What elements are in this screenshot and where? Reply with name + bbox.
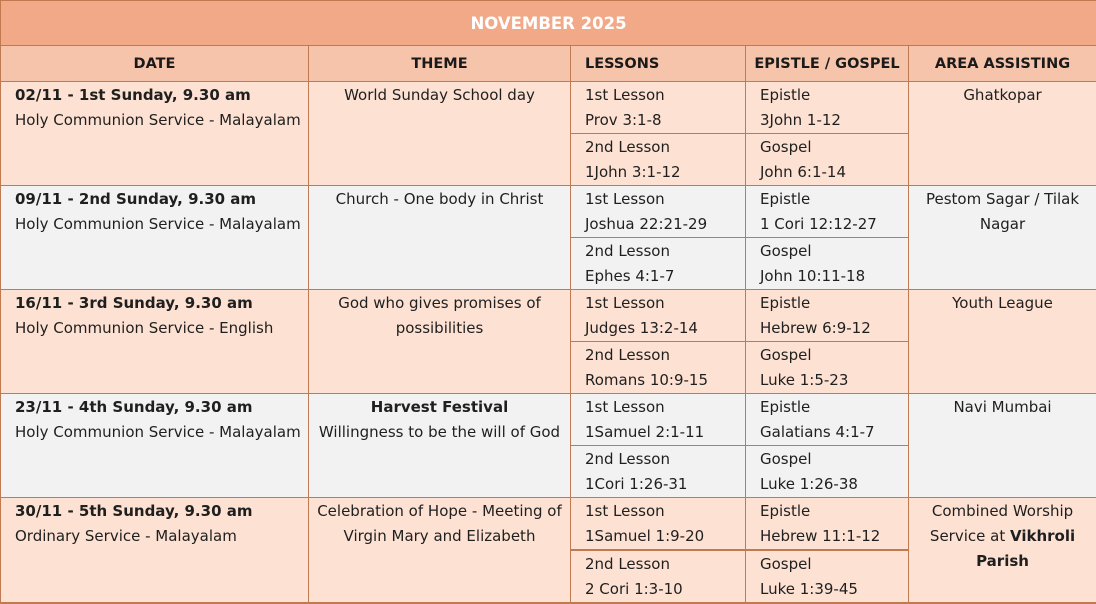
table-body xyxy=(1,82,1096,604)
epistle-ref: Hebrew 6:9-12 xyxy=(760,316,904,341)
epistle-cell xyxy=(746,186,909,238)
gospel-cell xyxy=(746,238,909,290)
theme-text: God who gives promises of possibilities xyxy=(313,291,566,341)
area-cell xyxy=(909,394,1096,498)
area-text: Ghatkopar xyxy=(963,86,1041,104)
gospel-label: Gospel xyxy=(760,343,904,368)
theme-cell xyxy=(309,290,571,394)
gospel-ref: John 10:11-18 xyxy=(760,264,904,289)
epistle-ref: Hebrew 11:1-12 xyxy=(760,524,904,549)
theme-cell xyxy=(309,82,571,186)
lesson-1-ref: 1Samuel 1:9-20 xyxy=(585,524,741,549)
lesson-2-cell xyxy=(571,342,746,394)
date-line: 02/11 - 1st Sunday, 9.30 am xyxy=(15,83,304,108)
service-type: Holy Communion Service - Malayalam xyxy=(15,108,304,133)
area-cell xyxy=(909,498,1096,604)
theme-text: World Sunday School day xyxy=(313,83,566,108)
lesson-1-cell xyxy=(571,290,746,342)
date-cell xyxy=(1,186,309,290)
lesson-2-label: 2nd Lesson xyxy=(585,239,741,264)
table-title: NOVEMBER 2025 xyxy=(1,1,1096,46)
area-text: Navi Mumbai xyxy=(953,398,1051,416)
theme-cell xyxy=(309,186,571,290)
lesson-2-label: 2nd Lesson xyxy=(585,447,741,472)
theme-highlight: Harvest Festival xyxy=(313,395,566,420)
lesson-1-label: 1st Lesson xyxy=(585,291,741,316)
lesson-2-ref: 2 Cori 1:3-10 xyxy=(585,577,741,602)
gospel-cell xyxy=(746,550,909,603)
lesson-1-ref: Joshua 22:21-29 xyxy=(585,212,741,237)
theme-cell xyxy=(309,498,571,604)
gospel-label: Gospel xyxy=(760,239,904,264)
lesson-1-cell xyxy=(571,82,746,134)
area-text: Pestom Sagar / Tilak Nagar xyxy=(926,190,1079,233)
theme-text: Willingness to be the will of God xyxy=(313,420,566,445)
table-row xyxy=(1,394,1096,446)
lesson-1-label: 1st Lesson xyxy=(585,499,741,524)
gospel-label: Gospel xyxy=(760,135,904,160)
epistle-ref: Galatians 4:1-7 xyxy=(760,420,904,445)
epistle-cell xyxy=(746,394,909,446)
area-highlight: Vikhroli Parish xyxy=(976,527,1075,570)
area-cell xyxy=(909,186,1096,290)
table-row xyxy=(1,82,1096,134)
gospel-ref: John 6:1-14 xyxy=(760,160,904,185)
theme-text: Celebration of Hope - Meeting of Virgin Mary and Elizabeth xyxy=(313,499,566,549)
epistle-label: Epistle xyxy=(760,291,904,316)
area-cell xyxy=(909,82,1096,186)
lesson-2-ref: 1John 3:1-12 xyxy=(585,160,741,185)
lesson-2-ref: Ephes 4:1-7 xyxy=(585,264,741,289)
date-cell xyxy=(1,498,309,604)
lesson-1-label: 1st Lesson xyxy=(585,395,741,420)
theme-cell xyxy=(309,394,571,498)
epistle-label: Epistle xyxy=(760,83,904,108)
theme-text: Church - One body in Christ xyxy=(313,187,566,212)
service-type: Ordinary Service - Malayalam xyxy=(15,524,304,549)
epistle-label: Epistle xyxy=(760,395,904,420)
date-line: 23/11 - 4th Sunday, 9.30 am xyxy=(15,395,304,420)
lesson-2-label: 2nd Lesson xyxy=(585,343,741,368)
epistle-ref: 3John 1-12 xyxy=(760,108,904,133)
gospel-label: Gospel xyxy=(760,447,904,472)
epistle-cell xyxy=(746,498,909,551)
gospel-cell xyxy=(746,342,909,394)
date-line: 09/11 - 2nd Sunday, 9.30 am xyxy=(15,187,304,212)
epistle-cell xyxy=(746,290,909,342)
epistle-label: Epistle xyxy=(760,187,904,212)
lesson-1-ref: 1Samuel 2:1-11 xyxy=(585,420,741,445)
lesson-1-cell xyxy=(571,498,746,551)
lesson-2-label: 2nd Lesson xyxy=(585,135,741,160)
gospel-ref: Luke 1:5-23 xyxy=(760,368,904,393)
table-row xyxy=(1,290,1096,342)
gospel-label: Gospel xyxy=(760,552,904,577)
lesson-2-cell xyxy=(571,238,746,290)
header-lessons: LESSONS xyxy=(571,46,746,82)
date-line: 16/11 - 3rd Sunday, 9.30 am xyxy=(15,291,304,316)
lesson-1-ref: Prov 3:1-8 xyxy=(585,108,741,133)
date-cell xyxy=(1,290,309,394)
gospel-cell xyxy=(746,134,909,186)
lesson-1-label: 1st Lesson xyxy=(585,83,741,108)
epistle-cell xyxy=(746,82,909,134)
lesson-1-ref: Judges 13:2-14 xyxy=(585,316,741,341)
lesson-2-cell xyxy=(571,550,746,603)
service-type: Holy Communion Service - Malayalam xyxy=(15,212,304,237)
gospel-cell xyxy=(746,446,909,498)
service-type: Holy Communion Service - English xyxy=(15,316,304,341)
lesson-1-label: 1st Lesson xyxy=(585,187,741,212)
header-theme: THEME xyxy=(309,46,571,82)
date-cell xyxy=(1,394,309,498)
lesson-2-ref: 1Cori 1:26-31 xyxy=(585,472,741,497)
date-line: 30/11 - 5th Sunday, 9.30 am xyxy=(15,499,304,524)
lesson-1-cell xyxy=(571,394,746,446)
epistle-ref: 1 Cori 12:12-27 xyxy=(760,212,904,237)
area-text: Youth League xyxy=(952,294,1053,312)
lesson-2-ref: Romans 10:9-15 xyxy=(585,368,741,393)
header-epistle-gospel: EPISTLE / GOSPEL xyxy=(746,46,909,82)
table-row xyxy=(1,498,1096,551)
lesson-2-cell xyxy=(571,134,746,186)
area-cell xyxy=(909,290,1096,394)
lesson-2-cell xyxy=(571,446,746,498)
table-row xyxy=(1,186,1096,238)
gospel-ref: Luke 1:26-38 xyxy=(760,472,904,497)
lesson-2-label: 2nd Lesson xyxy=(585,552,741,577)
lesson-1-cell xyxy=(571,186,746,238)
epistle-label: Epistle xyxy=(760,499,904,524)
header-area-assisting: AREA ASSISTING xyxy=(909,46,1096,82)
area-text: Combined Worship Service at xyxy=(930,502,1073,545)
header-date: DATE xyxy=(1,46,309,82)
service-type: Holy Communion Service - Malayalam xyxy=(15,420,304,445)
gospel-ref: Luke 1:39-45 xyxy=(760,577,904,602)
date-cell xyxy=(1,82,309,186)
